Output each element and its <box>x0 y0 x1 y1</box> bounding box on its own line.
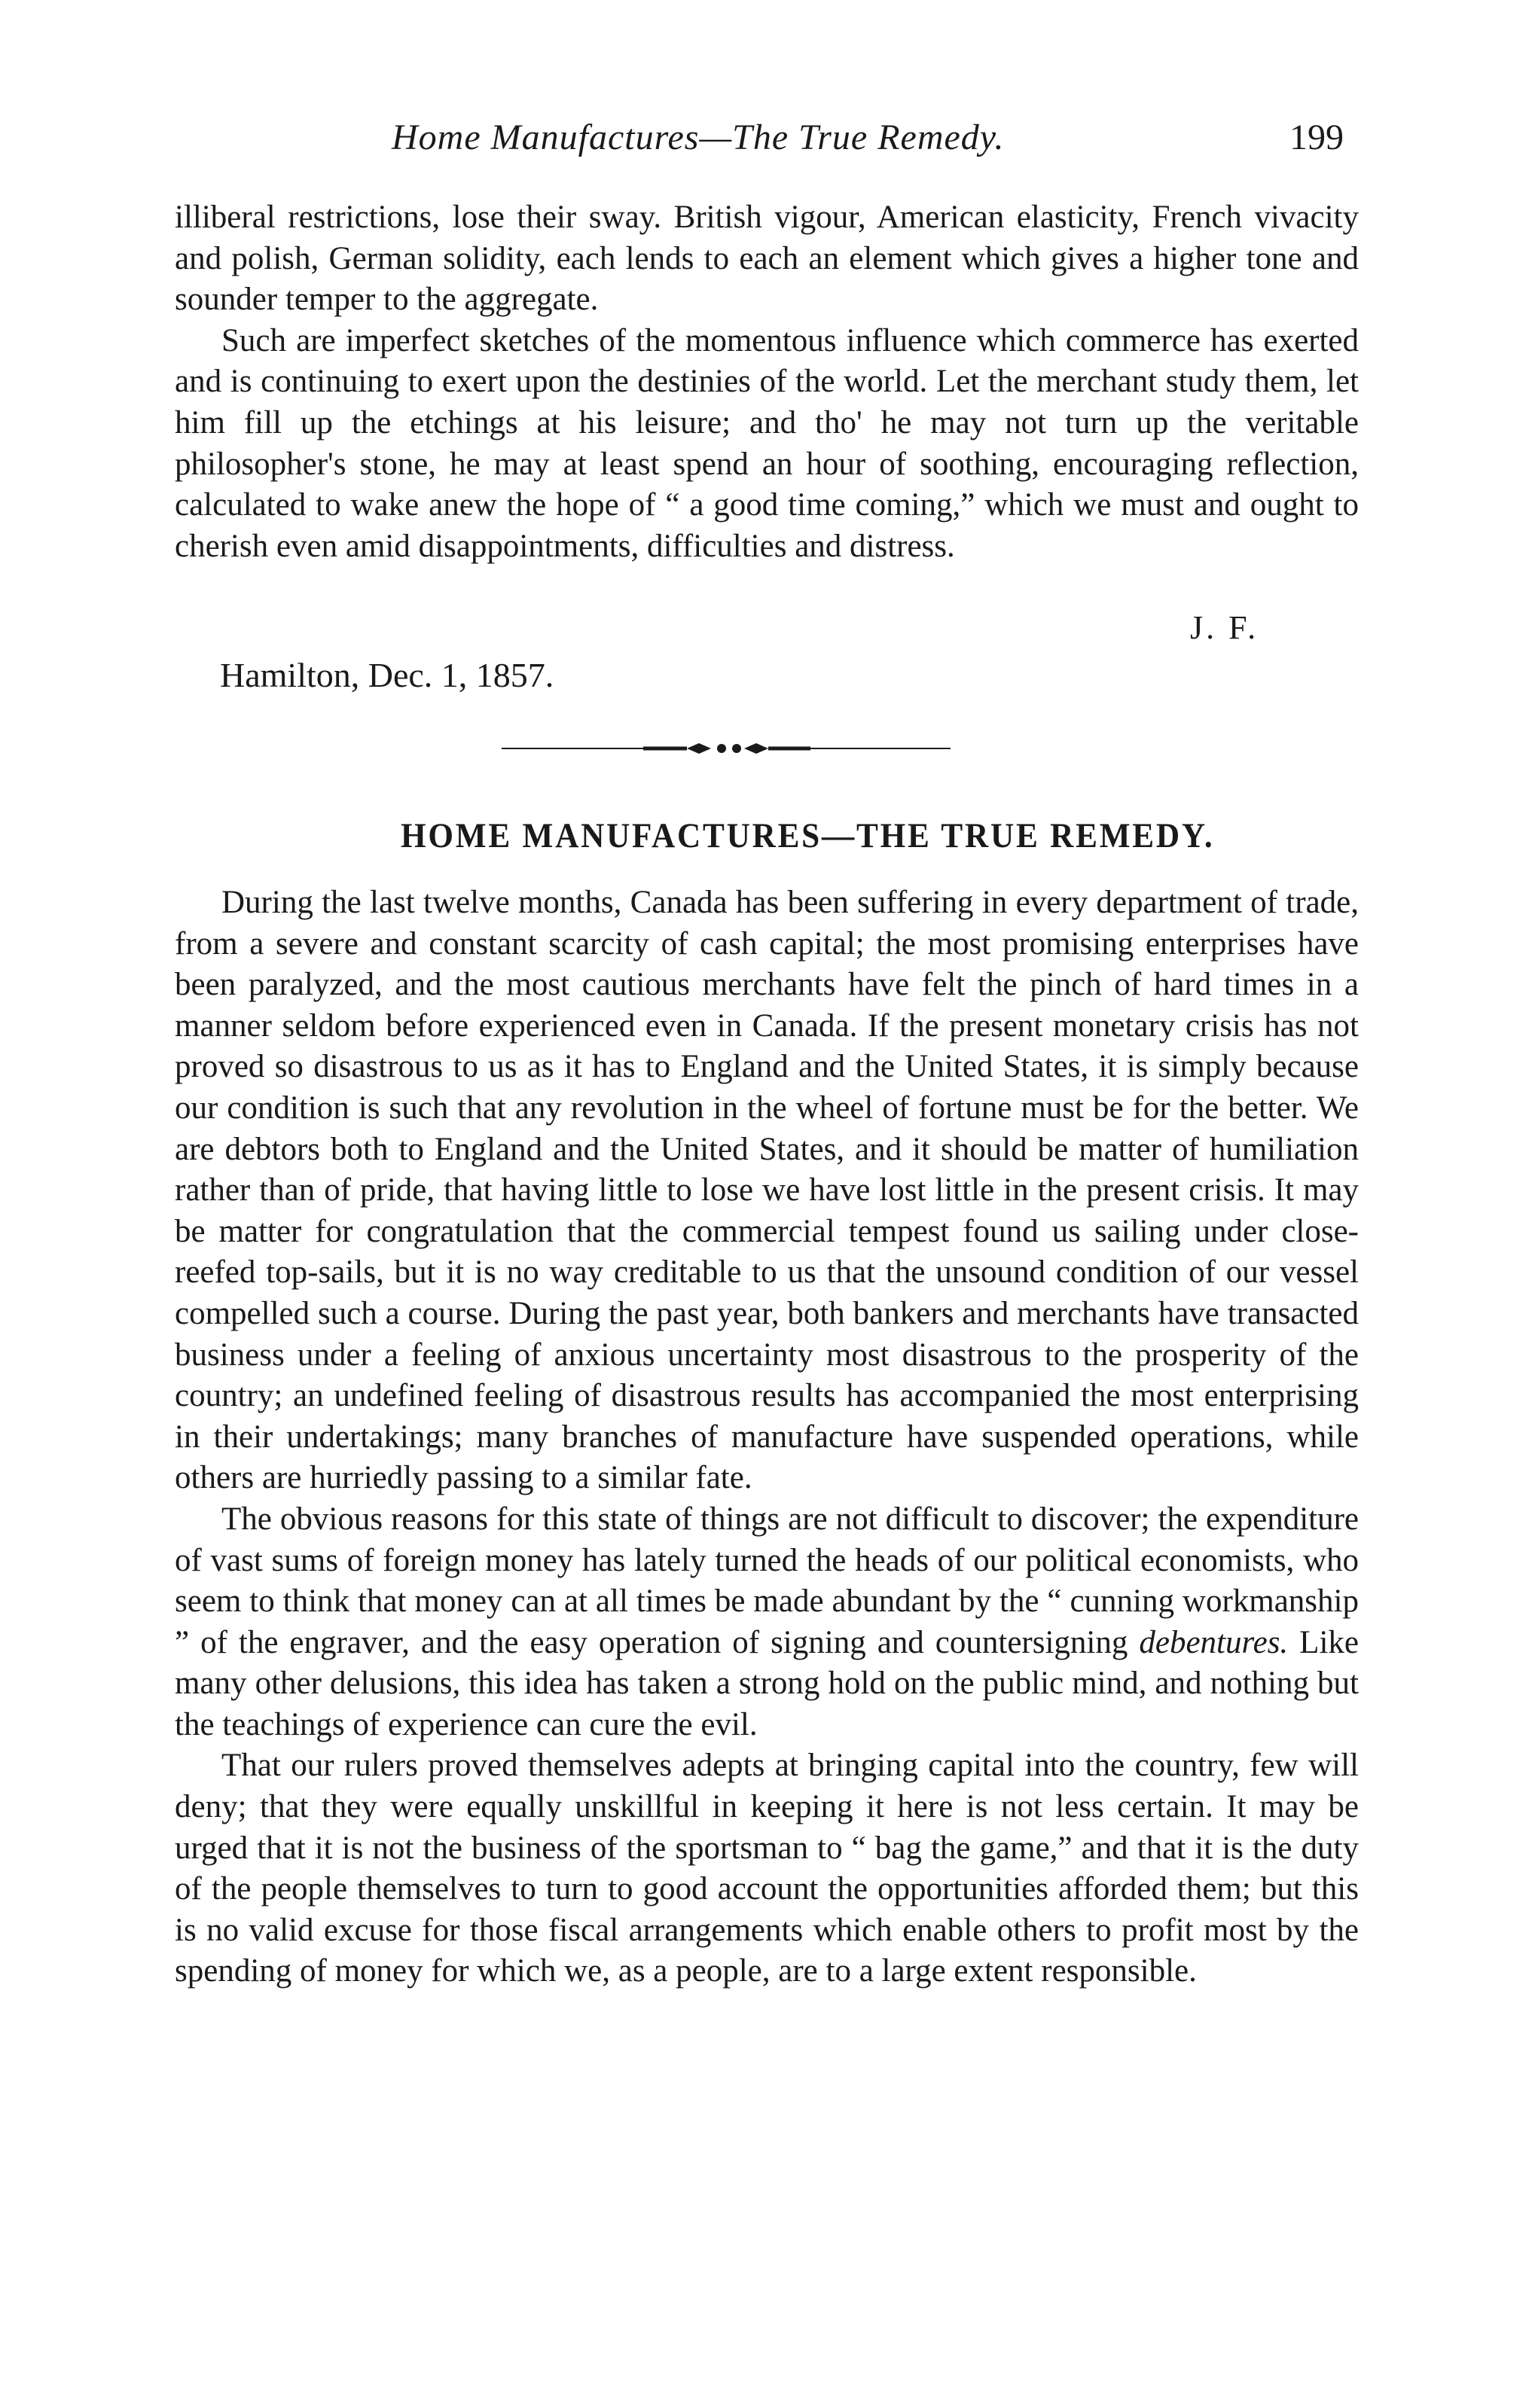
emphasized-word: debentures. <box>1139 1624 1289 1660</box>
section-divider-ornament <box>502 739 951 757</box>
article-paragraph-2 <box>175 1499 1359 1746</box>
letter-paragraph-continued: illiberal restrictions, lose their sway. British vigour, American elasticity, French vivacity and polish, German solidity, each lends to each an element which gives a higher tone and sounder temper to the aggregate. <box>175 200 1359 318</box>
article-paragraph-1: During the last twelve months, Canada has been suffering in every department of trade, from a severe and constant scarcity of cash capital; the most promising enterprises have been paralyzed, and the most cautious merchants have felt the pinch of hard times in a manner seldom before experienced even in Canada. If the present monetary crisis has not proved so disastrous to us as it has to England and the United States, it is simply because our condition is such that any revolution in the wheel of fortune must be for the better. We are debtors both to England and the United States, and it should be matter of humiliation rather than of pride, that having little to lose we have lost little in the present crisis. It may be matter for congratulation that the commercial tempest found us sailing under close-reefed top-sails, but it is no way creditable to us that the unsound condition of our vessel compelled such a course. During the past year, both bankers and merchants have transacted business under a feeling of anxious uncertainty most disastrous to the prosperity of the country; an undefined feeling of disastrous results has accompanied the most enterprising in their undertakings; many branches of manufacture have suspended operations, while others are hurriedly passing to a similar fate. <box>175 885 1359 1496</box>
running-title: Home Manufactures—The True Remedy. <box>392 117 1005 157</box>
letter-text <box>175 197 1359 567</box>
article-paragraph-2-text-a: The obvious reasons for this state of things are not difficult to discover; the expenditure of vast sums of foreign money has lately turned the heads of our political economists, who seem to think that money can at all times be made abundant by the “ cunning workmanship ” of the engraver, and the easy operation of signing and countersigning <box>175 1501 1359 1660</box>
author-signature: J. F. <box>1190 609 1259 646</box>
page-number: 199 <box>1289 117 1344 157</box>
article-paragraph-2-text-b: Like many other delusions, this idea has taken a strong hold on the public mind, and nothing but the teachings of experience can cure the evil. <box>175 1624 1359 1742</box>
letter-paragraph: Such are imperfect sketches of the momentous influence which commerce has exerted and is continuing to exert upon the destinies of the world. Let the merchant study them, let him fill up the etchings at his leisure; and tho' he may not turn up the veritable philosopher's stone, he may at least spend an hour of soothing, encouraging reflection, calculated to wake anew the hope of “ a good time coming,” which we must and ought to cherish even amid disappointments, difficulties and distress. <box>175 322 1359 564</box>
article-text <box>175 882 1359 1992</box>
article-paragraph-3: That our rulers proved themselves adepts at bringing capital into the country, few will deny; that they were equally unskillful in keeping it here is not less certain. It may be urged that it is not the business of the sportsman to “ bag the game,” and that it is the duty of the people themselves to turn to good account the opportunities afforded them; but this is no valid excuse for those fiscal arrangements which enable others to profit most by the spending of money for which we, as a people, are to a large extent responsible. <box>175 1748 1359 1989</box>
article-heading: HOME MANUFACTURES—THE TRUE REMEDY. <box>401 816 1215 855</box>
dateline: Hamilton, Dec. 1, 1857. <box>220 656 554 694</box>
